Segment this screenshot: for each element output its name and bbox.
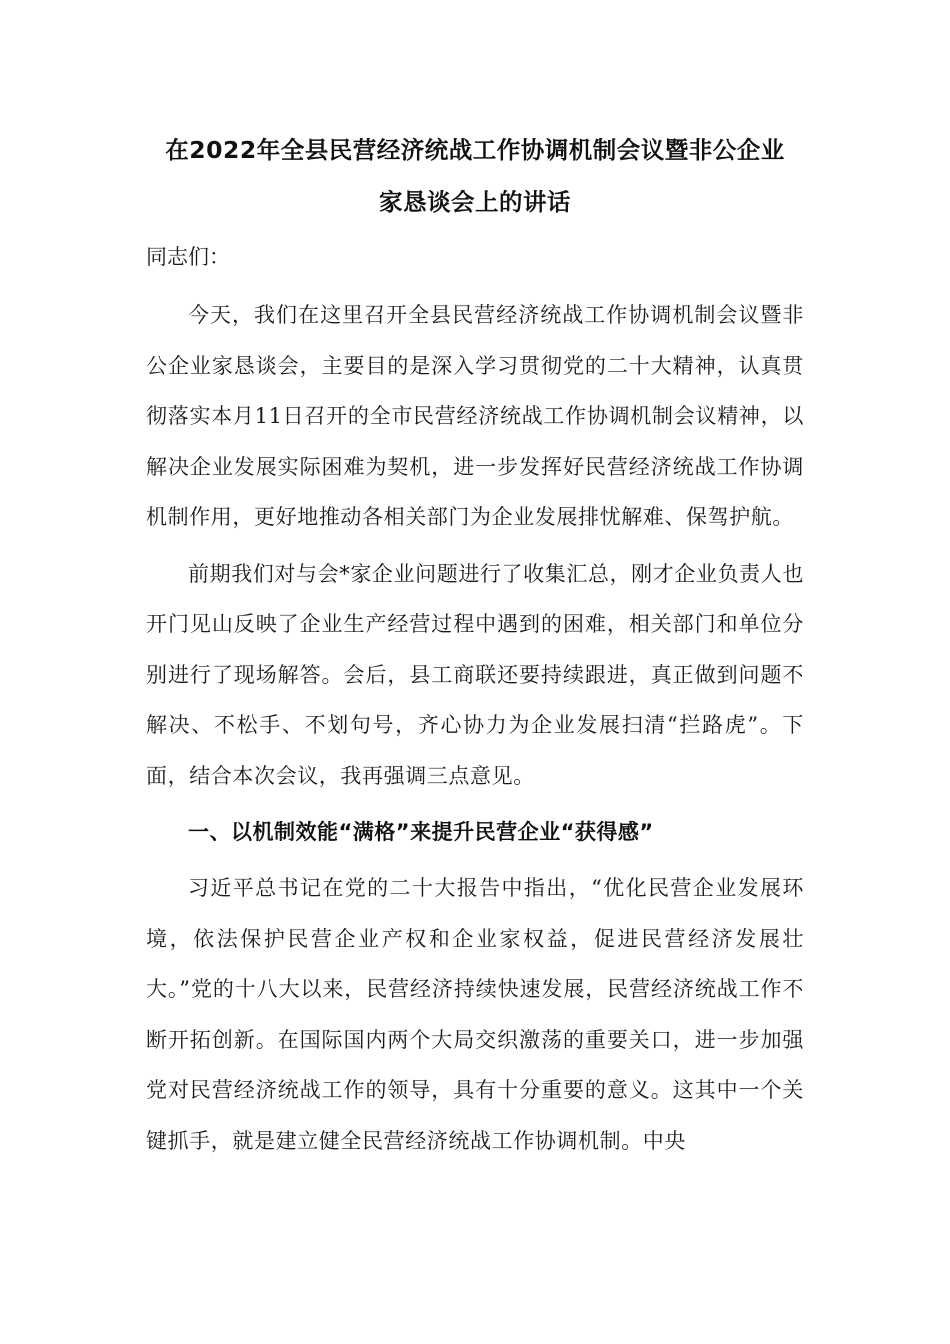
paragraph-1: 今天，我们在这里召开全县民营经济统战工作协调机制会议暨非公企业家恳谈会，主要目的是深入学习贯彻党的二十大精神，认真贯彻落实本月11日召开的全市民营经济统战工作协调机制会议精神，以解决企业发展实际困难为契机，进一步发挥好民营经济统战工作协调机制作用，更好地推动各相关部门为企业发展排忧解难、保驾护航。 bbox=[146, 303, 804, 529]
document-page bbox=[146, 124, 804, 1166]
title-line-1: 在2022年全县民营经济统战工作协调机制会议暨非公企业 bbox=[165, 136, 785, 164]
document-title bbox=[146, 124, 804, 228]
title-line-2: 家恳谈会上的讲话 bbox=[379, 188, 571, 216]
section-heading-1: 一、以机制效能“满格”来提升民营企业“获得感” bbox=[188, 820, 654, 844]
salutation: 同志们： bbox=[146, 245, 230, 269]
paragraph-2: 前期我们对与会*家企业问题进行了收集汇总，刚才企业负责人也开门见山反映了企业生产经营过程中遇到的困难，相关部门和单位分别进行了现场解答。会后，县工商联还要持续跟进，真正做到问题不解决、不松手、不划句号，齐心协力为企业发展扫清“拦路虎”。下面，结合本次会议，我再强调三点意见。 bbox=[146, 561, 804, 788]
section-1-paragraph: 习近平总书记在党的二十大报告中指出，“优化民营企业发展环境，依法保护民营企业产权和企业家权益，促进民营经济发展壮大。”党的十八大以来，民营经济持续快速发展，民营经济统战工作不断开拓创新。在国际国内两个大局交织激荡的重要关口，进一步加强党对民营经济统战工作的领导，具有十分重要的意义。这其中一个关键抓手，就是建立健全民营经济统战工作协调机制。中央 bbox=[146, 876, 804, 1153]
